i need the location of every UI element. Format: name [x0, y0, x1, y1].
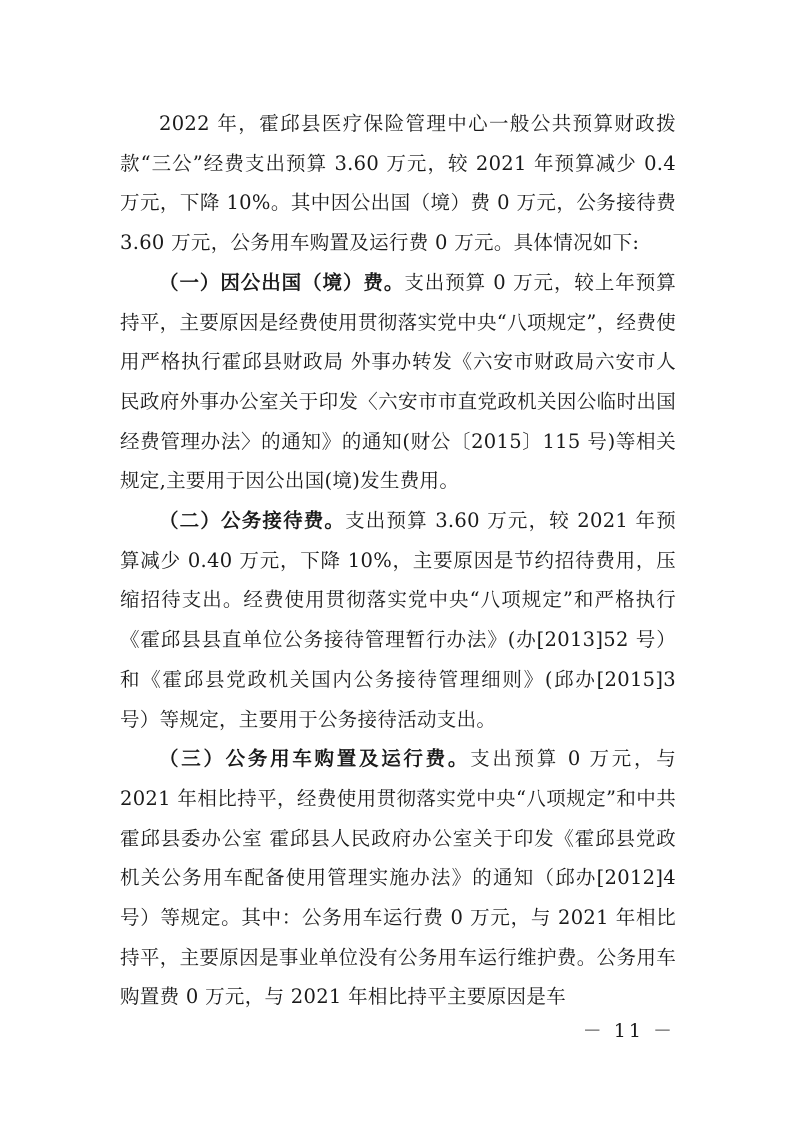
section-heading: （二）公务接待费。 — [159, 509, 346, 533]
paragraph-vehicles — [120, 739, 676, 1017]
page-number: － 11 － — [582, 1020, 675, 1042]
paragraph-intro — [120, 104, 676, 263]
document-body — [120, 104, 676, 1017]
paragraph-text: 支出预算 3.60 万元，较 2021 年预算减少 0.40 万元，下降 10%，主要原因是节约招待费用，压缩招待支出。经费使用贯彻落实党中央“八项规定”和严格执行《霍邱县县直单位公务接待管理暂行办法》(办[2013]52 号）和《霍邱县党政机关国内公务接待管理细则》(邱办[2015]3 号）等规定，主要用于公务接待活动支出。 — [120, 509, 676, 731]
paragraph-reception — [120, 501, 676, 739]
section-heading: （三）公务用车购置及运行费。 — [159, 747, 471, 771]
section-heading: （一）因公出国（境）费。 — [159, 270, 405, 294]
paragraph-text: 2022 年，霍邱县医疗保险管理中心一般公共预算财政拨款“三公”经费支出预算 3.60 万元，较 2021 年预算减少 0.4 万元，下降 10%。其中因公出国（境）费 0 万元，公务接待费 3.60 万元，公务用车购置及运行费 0 万元。具体情况如下: — [120, 112, 676, 255]
paragraph-text: 支出预算 0 万元，较上年预算持平，主要原因是经费使用贯彻落实党中央“八项规定”，经费使用严格执行霍邱县财政局 外事办转发《六安市财政局六安市人民政府外事办公室关于印发〈六安市市直党政机关因公临时出国经费管理办法〉的通知》的通知(财公〔2015〕115 号)等相关规定,主要用于因公出国(境)发生费用。 — [120, 270, 676, 493]
paragraph-overseas-travel — [120, 263, 676, 501]
paragraph-text: 支出预算 0 万元，与 2021 年相比持平，经费使用贯彻落实党中央“八项规定”和中共霍邱县委办公室 霍邱县人民政府办公室关于印发《霍邱县党政机关公务用车配备使用管理实施办法》的通知（邱办[2012]4 号）等规定。其中：公务用车运行费 0 万元，与 2021 年相比持平，主要原因是事业单位没有公务用车运行维护费。公务用车购置费 0 万元，与 2021 年相比持平主要原因是车 — [120, 747, 677, 1009]
